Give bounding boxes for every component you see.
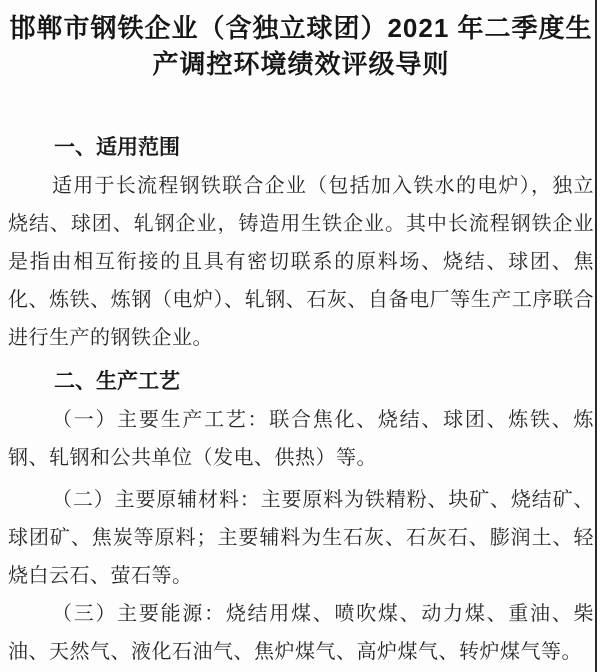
document-title-line-2: 产调控环境绩效评级导则 bbox=[152, 49, 450, 79]
page-right-edge-line bbox=[595, 0, 597, 672]
section-2-paragraph-3: （三）主要能源：烧结用煤、喷吹煤、动力煤、重油、柴油、天然气、液化石油气、焦炉煤气、高炉煤气、转炉煤气等。 bbox=[8, 603, 594, 663]
section-1-heading: 一、适用范围 bbox=[54, 136, 180, 159]
document-title bbox=[8, 10, 594, 82]
section-2-paragraph-1: （一）主要生产工艺：联合焦化、烧结、球团、炼铁、炼钢、轧钢和公共单位（发电、供热）等。 bbox=[8, 409, 594, 469]
document-title-line-1: 邯郸市钢铁企业（含独立球团）2021 年二季度生 bbox=[9, 13, 593, 43]
section-2-heading: 二、生产工艺 bbox=[54, 370, 180, 393]
section-1-paragraph-1: 适用于长流程钢铁联合企业（包括加入铁水的电炉），独立烧结、球团、轧钢企业，铸造用生铁企业。其中长流程钢铁企业是指由相互衔接的且具有密切联系的原料场、烧结、球团、焦化、炼铁、炼钢（电炉）、轧钢、石灰、自备电厂等生产工序联合进行生产的钢铁企业。 bbox=[8, 175, 594, 349]
section-2-paragraph-2: （二）主要原辅材料：主要原料为铁精粉、块矿、烧结矿、球团矿、焦炭等原料；主要辅料为生石灰、石灰石、膨润土、轻烧白云石、萤石等。 bbox=[8, 489, 594, 587]
